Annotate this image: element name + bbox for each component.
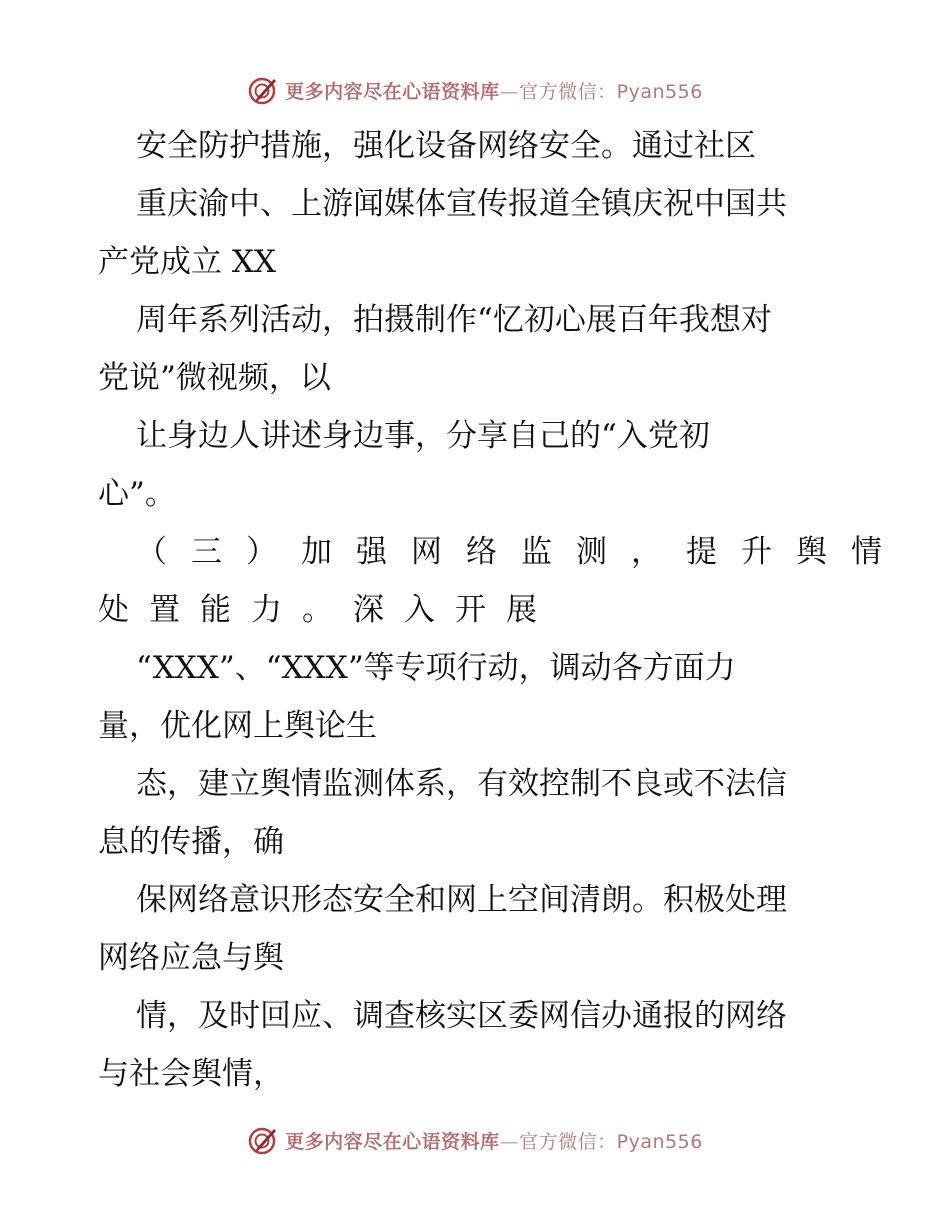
footer-banner-content <box>247 1124 703 1156</box>
header-banner <box>0 70 950 110</box>
body-line: 息的传播，确 <box>98 824 284 860</box>
body-line: 产党成立 XX <box>98 244 276 280</box>
body-line: 量，优化网上舆论生 <box>98 708 377 744</box>
pen-logo-icon <box>247 1124 279 1156</box>
body-line: “XXX”、“XXX”等专项行动，调动各方面力 <box>136 650 736 686</box>
section-heading-line: 处置能力。深入开展 <box>98 592 557 628</box>
body-line: 与社会舆情， <box>98 1056 284 1092</box>
header-brand: 更多内容尽在心语资料库 <box>285 80 500 103</box>
pen-logo-icon <box>247 74 279 106</box>
footer-separator: — <box>499 1130 520 1153</box>
body-line: 网络应急与舆 <box>98 940 284 976</box>
header-text <box>285 77 703 104</box>
section-heading-line: （三）加强网络监测，提升舆情 <box>136 534 906 570</box>
footer-brand: 更多内容尽在心语资料库 <box>285 1130 500 1153</box>
body-line: 保网络意识形态安全和网上空间清朗。积极处理 <box>136 882 787 918</box>
footer-text <box>285 1127 703 1154</box>
body-line: 安全防护措施，强化设备网络安全。通过社区 <box>136 128 756 164</box>
body-line: 心”。 <box>98 476 176 512</box>
body-line: 周年系列活动，拍摄制作“忆初心展百年我想对 <box>136 302 772 338</box>
header-separator: — <box>499 80 520 103</box>
body-line: 情，及时回应、调查核实区委网信办通报的网络 <box>136 998 787 1034</box>
footer-banner <box>0 1120 950 1160</box>
header-banner-content <box>247 74 703 106</box>
header-contact: 官方微信：Pyan556 <box>519 80 703 103</box>
body-line: 党说”微视频，以 <box>98 360 331 396</box>
body-line: 重庆渝中、上游闻媒体宣传报道全镇庆祝中国共 <box>136 186 787 222</box>
body-line: 态，建立舆情监测体系，有效控制不良或不法信 <box>136 766 787 802</box>
body-line: 让身边人讲述身边事，分享自己的“入党初 <box>136 418 710 454</box>
footer-contact: 官方微信：Pyan556 <box>519 1130 703 1153</box>
